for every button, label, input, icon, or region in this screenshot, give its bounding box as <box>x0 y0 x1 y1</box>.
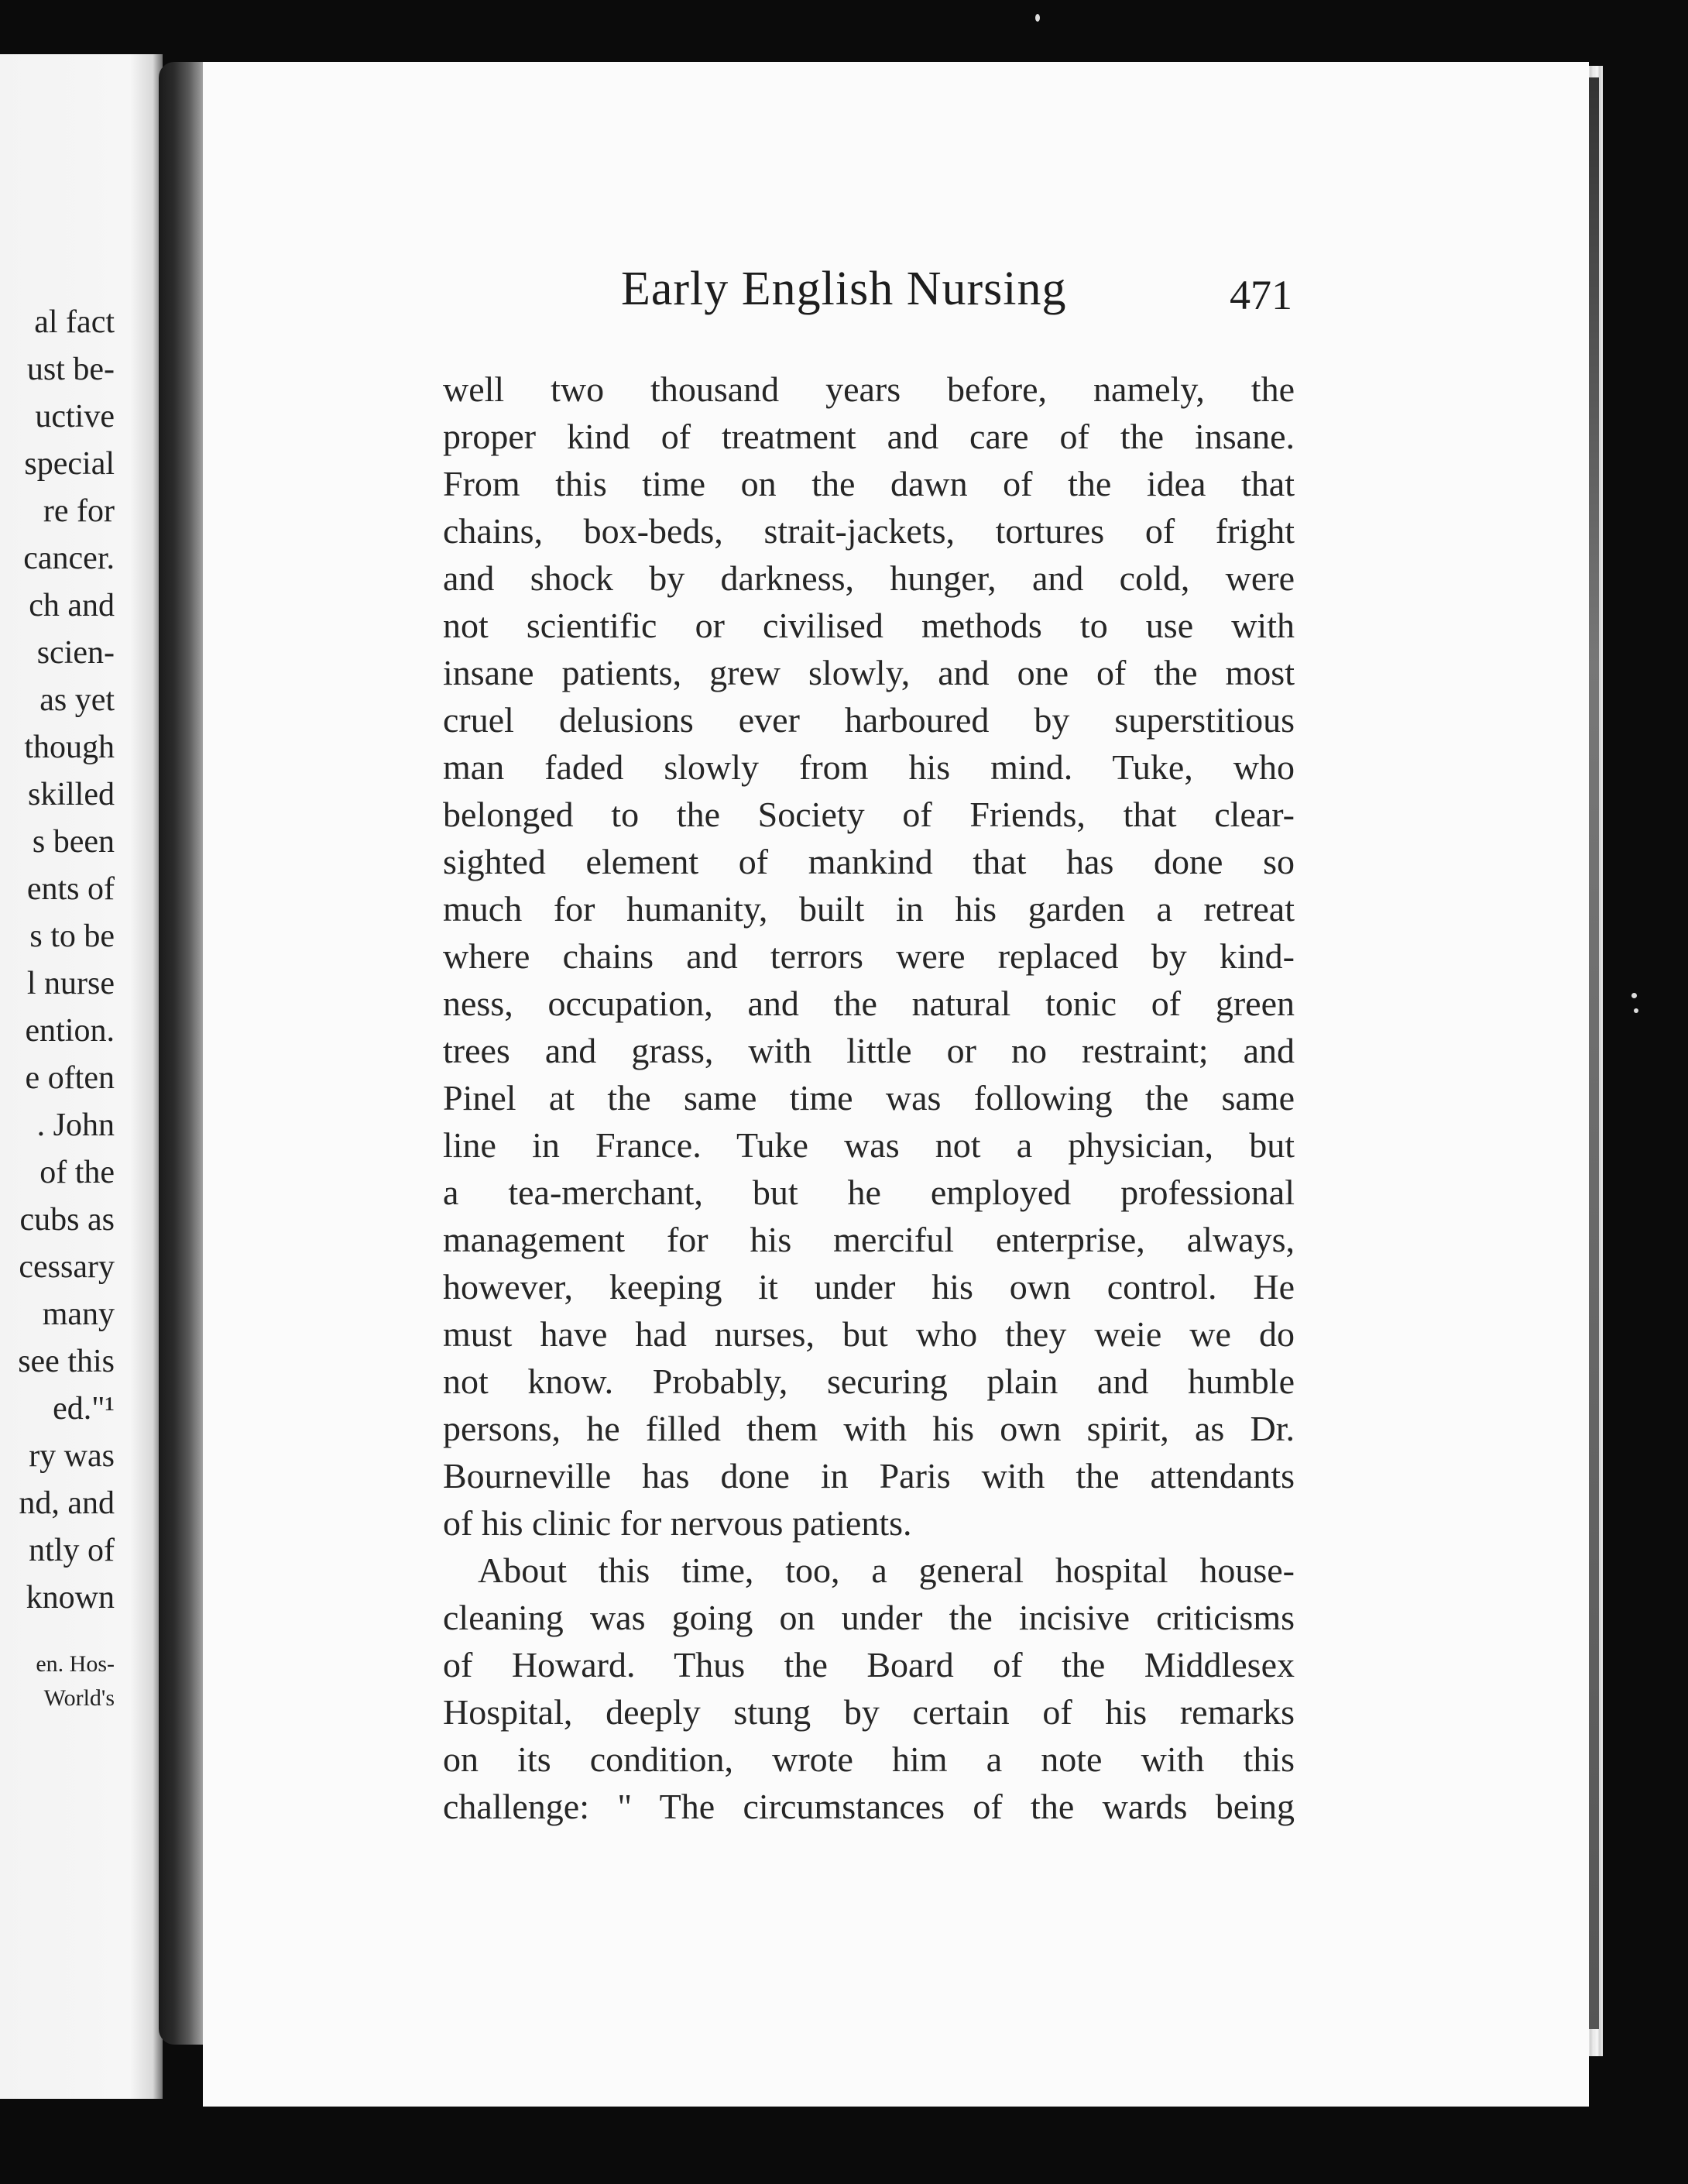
text-line: persons, he filled them with his own spirit, as Dr. <box>443 1409 1295 1448</box>
previous-page-line: though <box>24 730 115 765</box>
text-line: challenge: " The circumstances of the wards being <box>443 1787 1295 1826</box>
previous-page-line: ry was <box>29 1438 115 1474</box>
previous-page-line: ention. <box>25 1013 115 1049</box>
previous-page-line: ents of <box>26 871 115 907</box>
text-line: however, keeping it under his own control. He <box>443 1267 1295 1307</box>
text-line: chains, box-beds, strait-jackets, tortures of fright <box>443 511 1295 551</box>
text-line: Bourneville has done in Paris with the attendants <box>443 1456 1295 1495</box>
text-line: cruel delusions ever harboured by superstitious <box>443 700 1295 740</box>
previous-page-line: known <box>26 1580 115 1616</box>
previous-page-line: ntly of <box>29 1533 115 1568</box>
book-gutter <box>159 62 209 2045</box>
text-line: proper kind of treatment and care of the insane. <box>443 417 1295 456</box>
previous-page-line: cubs as <box>19 1202 115 1238</box>
text-line: well two thousand years before, namely, the <box>443 369 1295 409</box>
text-line: management for his merciful enterprise, always, <box>443 1220 1295 1259</box>
scan-speck <box>1035 14 1040 22</box>
previous-page-line: al fact <box>34 304 115 340</box>
text-line: insane patients, grew slowly, and one of the most <box>443 653 1295 692</box>
text-line: sighted element of mankind that has done so <box>443 842 1295 881</box>
previous-page-line: . John <box>36 1107 115 1143</box>
previous-page-fragment <box>0 54 163 2099</box>
previous-page-line: ed."¹ <box>53 1391 115 1427</box>
text-line: belonged to the Society of Friends, that clear- <box>443 795 1295 834</box>
text-line: ness, occupation, and the natural tonic of green <box>443 984 1295 1023</box>
previous-page-line: skilled <box>28 777 115 812</box>
text-line: and shock by darkness, hunger, and cold, were <box>443 558 1295 598</box>
running-head: Early English Nursing <box>621 263 1067 315</box>
text-line: of his clinic for nervous patients. <box>443 1503 912 1543</box>
previous-page-line: s been <box>32 824 115 860</box>
previous-page-line: e often <box>25 1060 115 1096</box>
previous-page-line: cancer. <box>23 541 115 576</box>
page-number: 471 <box>1230 272 1292 318</box>
text-line: line in France. Tuke was not a physician, but <box>443 1125 1295 1165</box>
text-line: man faded slowly from his mind. Tuke, who <box>443 747 1295 787</box>
text-line: Pinel at the same time was following the same <box>443 1078 1295 1118</box>
previous-page-line: as yet <box>39 682 115 718</box>
body-text <box>443 366 1295 1830</box>
previous-page-footnote-line: World's <box>43 1685 115 1711</box>
previous-page-line: s to be <box>29 919 115 954</box>
scan-speck <box>1631 993 1637 998</box>
previous-page-line: special <box>24 446 115 482</box>
text-line: not scientific or civilised methods to use with <box>443 606 1295 645</box>
text-line: where chains and terrors were replaced by kind- <box>443 936 1295 976</box>
text-line: not know. Probably, securing plain and humble <box>443 1362 1295 1401</box>
text-line: cleaning was going on under the incisive criticisms <box>443 1598 1295 1637</box>
text-line: of Howard. Thus the Board of the Middlesex <box>443 1645 1295 1684</box>
text-line: From this time on the dawn of the idea that <box>443 464 1295 503</box>
text-line: Hospital, deeply stung by certain of his remarks <box>443 1692 1295 1732</box>
previous-page-line: of the <box>39 1155 115 1190</box>
previous-page-line: uctive <box>35 399 115 434</box>
text-line: on its condition, wrote him a note with this <box>443 1739 1295 1779</box>
text-line: trees and grass, with little or no restraint; and <box>443 1031 1295 1070</box>
previous-page-line: ch and <box>29 588 115 623</box>
scan-speck <box>1634 1008 1638 1013</box>
previous-page-line: see this <box>18 1344 115 1379</box>
previous-page-footnote-line: en. Hos- <box>36 1651 115 1677</box>
text-line: a tea-merchant, but he employed professional <box>443 1173 1295 1212</box>
text-line: much for humanity, built in his garden a retreat <box>443 889 1295 929</box>
previous-page-line: scien- <box>36 635 115 671</box>
previous-page-line: many <box>42 1296 115 1332</box>
previous-page-line: cessary <box>19 1249 115 1285</box>
previous-page-line: nd, and <box>19 1485 115 1521</box>
text-line: must have had nurses, but who they weie we do <box>443 1314 1295 1354</box>
current-page <box>203 62 1589 2107</box>
previous-page-line: ust be- <box>26 352 115 387</box>
text-line: About this time, too, a general hospital house- <box>478 1550 1295 1590</box>
previous-page-line: re for <box>43 493 115 529</box>
previous-page-line: l nurse <box>26 966 115 1001</box>
